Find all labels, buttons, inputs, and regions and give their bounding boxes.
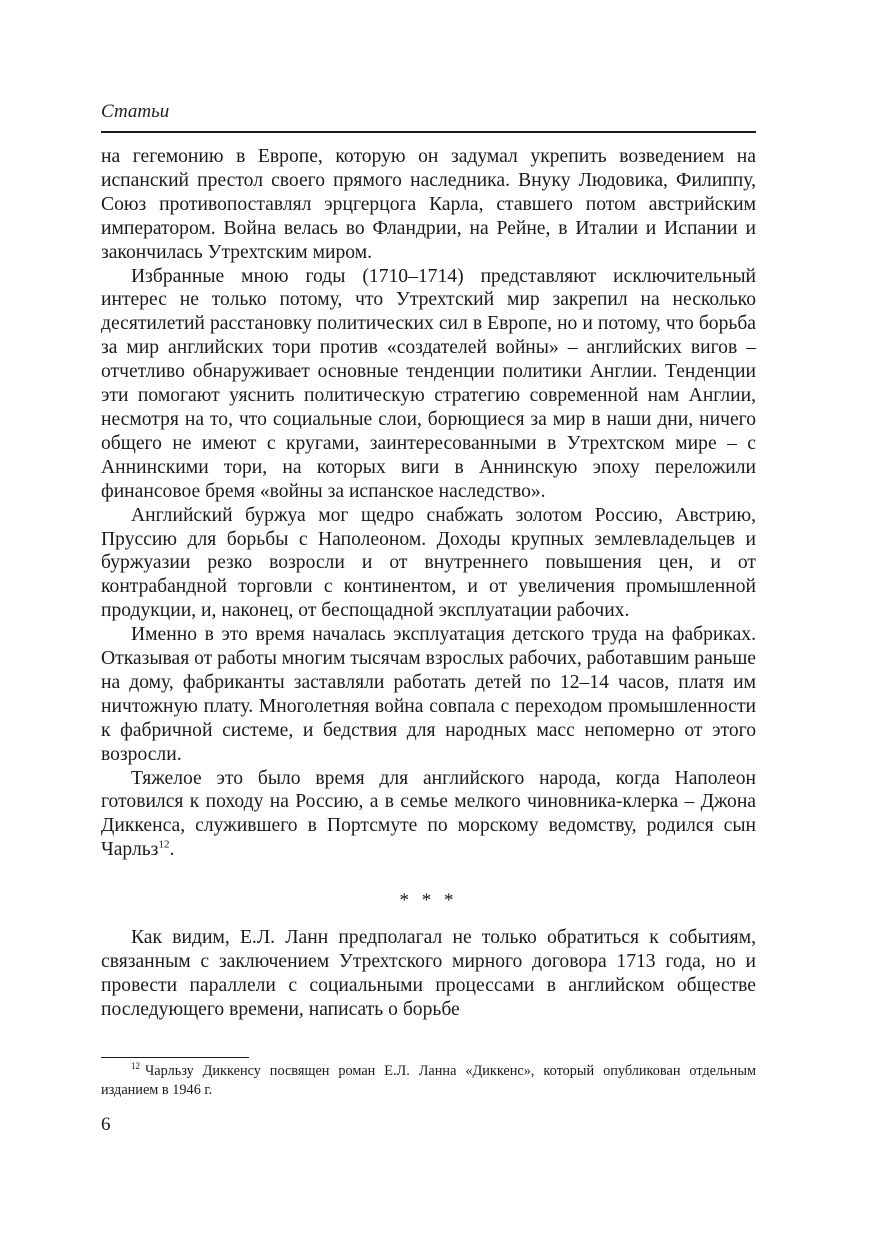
paragraph-3: Английский буржуа мог щедро снабжать золотом Россию, Австрию, Пруссию для борьбы с Наполеоном. Доходы крупных землевладельцев и буржуазии резко возросли и от внутреннего повышения цен, и от контрабандной торговли с континентом, и от увеличения промышленной продукции, и, наконец, от беспощадной эксплуатации рабочих.	[101, 504, 756, 622]
paragraph-4: Именно в это время началась эксплуатация детского труда на фабриках. Отказывая от работы многим тысячам взрослых рабочих, работавшим раньше на дому, фабриканты заставляли работать детей по 12–14 часов, платя им ничтожную плату. Многолетняя война совпала с переходом промышленности к фабричной системе, и бедствия для народных масс непомерно от этого возросли.	[101, 624, 756, 765]
running-head-title: Статьи	[101, 101, 170, 122]
section-separator: * * *	[399, 890, 458, 912]
footnote-reference: 12	[158, 838, 170, 851]
header-rule	[101, 131, 756, 133]
page-number: 6	[101, 1114, 111, 1135]
footnote-text: Чарльзу Диккенсу посвящен роман Е.Л. Ланна «Диккенс», который опубликован отдельным изданием в 1946 г.	[101, 1063, 756, 1098]
paragraph-6: Как видим, Е.Л. Ланн предполагал не только обратиться к событиям, связанным с заключением Утрехтского мирного договора 1713 года, но и провести параллели с социальными процессами в английском обществе последующего времени, написать о борьбе	[101, 927, 756, 1020]
paragraph-5-text: Тяжелое это было время для английского народа, когда Наполеон готовился к походу на Россию, а в семье мелкого чиновника-клерка – Джона Диккенса, служившего в Портсмуте по морскому ведомству, родился сын Чарльз	[101, 767, 756, 861]
footnote	[101, 1062, 756, 1099]
paragraph-5: Тяжелое это было время для английского народа, когда Наполеон готовился к походу на Россию, а в семье мелкого чиновника-клерка – Джона Диккенса, служившего в Портсмуте по морскому ведомству, родился сын Чарльз$^{12}$.	[101, 767, 756, 861]
main-text	[101, 145, 756, 1022]
paragraph-2: Избранные мною годы (1710–1714) представляют исключительный интерес не только потому, что Утрехтский мир закрепил на несколько десятилетий расстановку политических сил в Европе, но и потому, что борьба за мир английских тори против «создателей войны» – английских вигов – отчетливо обнаруживает основные тенденции политики Англии. Тенденции эти помогают уяснить политическую стратегию современной нам Англии, несмотря на то, что социальные слои, борющиеся за мир в наши дни, ничего общего не имеют с кругами, заинтересованными в Утрехтском мире – с Аннинскими тори, на которых виги в Аннинскую эпоху переложили финансовое бремя «войны за испанское наследство».	[101, 265, 756, 502]
footnote-rule	[101, 1057, 249, 1058]
paragraph-1: на гегемонию в Европе, которую он задумал укрепить возведением на испанский престол своего прямого наследника. Внуку Людовика, Филиппу, Союз противопоставлял эрцгерцога Карла, ставшего потом австрийским императором. Война велась во Фландрии, на Рейне, в Италии и Испании и закончилась Утрехтским миром.	[101, 146, 756, 263]
footnote-number: 12	[131, 1061, 140, 1072]
